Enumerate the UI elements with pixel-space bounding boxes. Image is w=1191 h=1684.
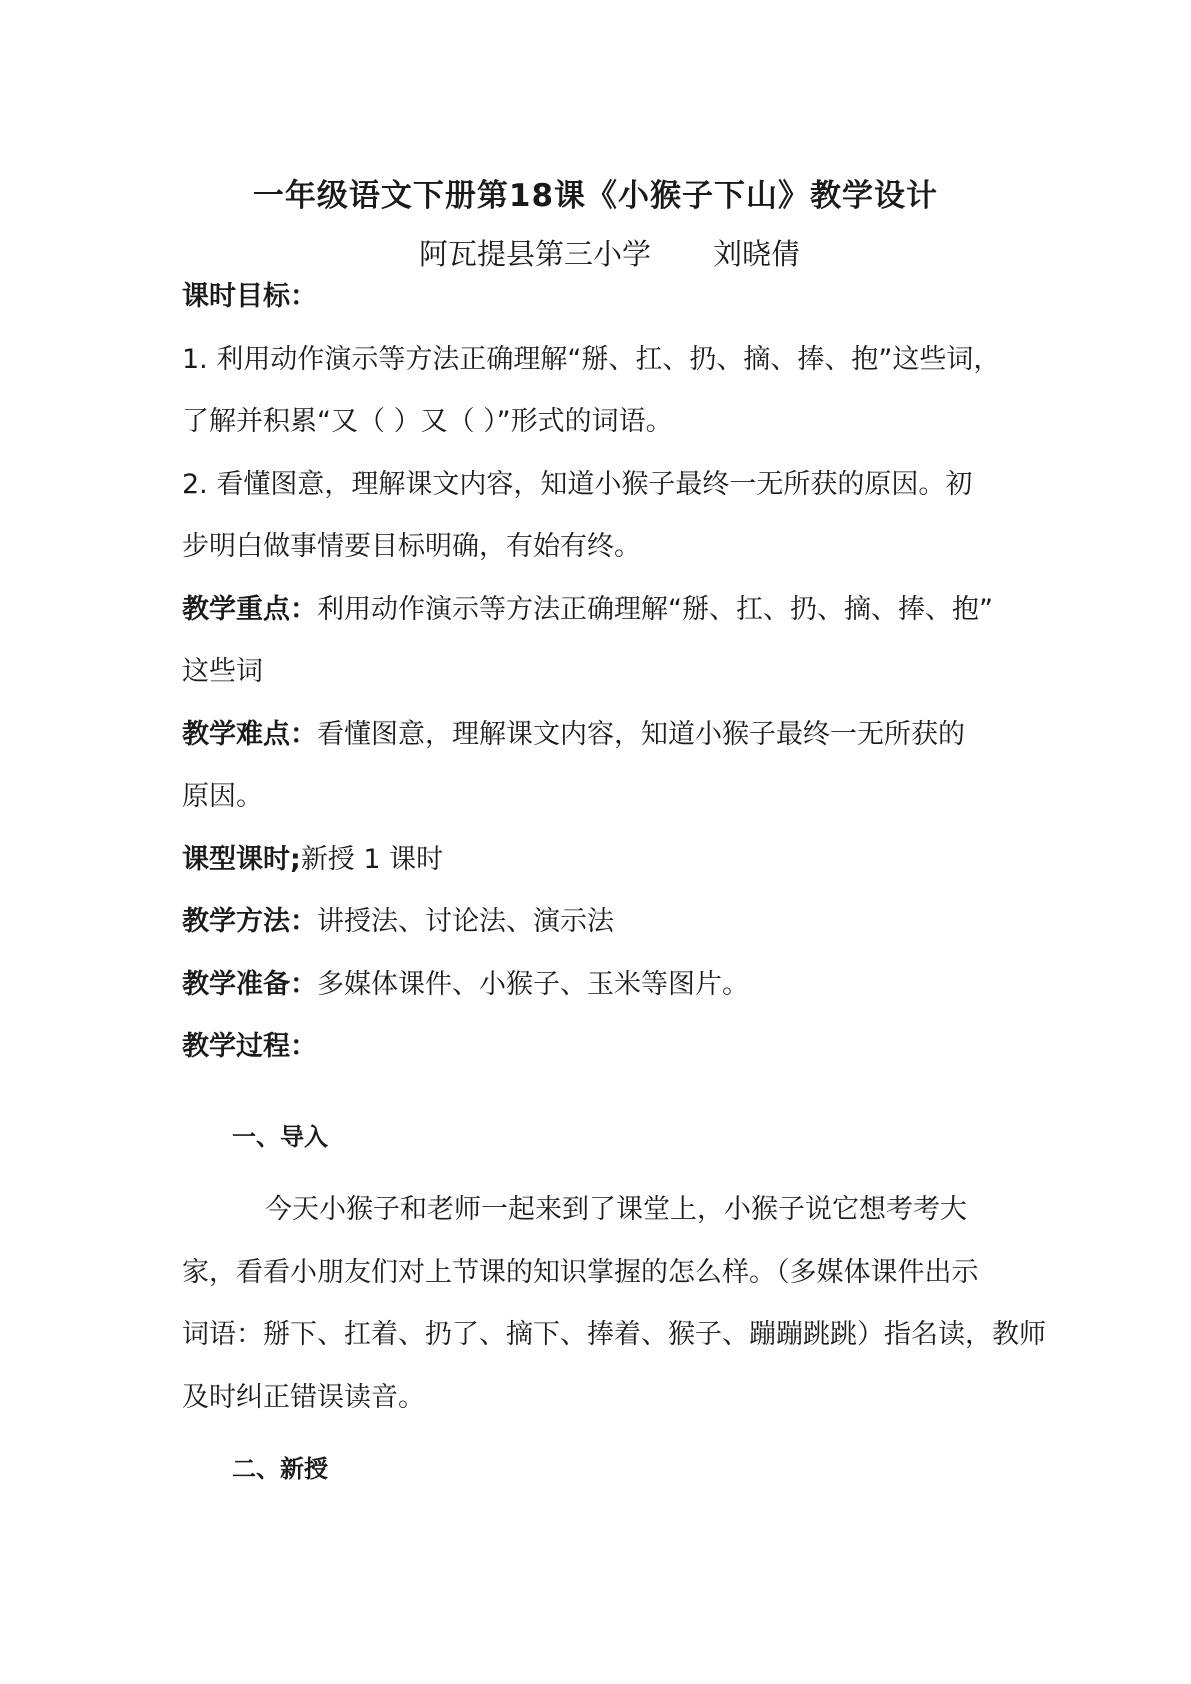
section-1-line-1: 今天小猴子和老师一起来到了课堂上，小猴子说它想考考大 (265, 1194, 967, 1225)
difficulties-line-2: 原因。 (182, 781, 263, 812)
section-1-paragraph (182, 1178, 1046, 1428)
section-2-heading: 二、新授 (232, 1455, 328, 1483)
section-1-line-4: 及时纠正错误读音。 (182, 1381, 425, 1413)
document-title: 一年级语文下册第18课《小猴子下山》教学设计 (252, 178, 939, 214)
lesson-overview (182, 266, 1022, 1079)
preparation-value: 多媒体课件、小猴子、玉米等图片。 (317, 968, 749, 1000)
key-points-text: 利用动作演示等方法正确理解“掰、扛、扔、摘、捧、抱” (317, 593, 993, 625)
preparation-label: 教学准备： (182, 968, 317, 1000)
lesson-type-value: 新授 1 课时 (300, 843, 444, 875)
methods-label: 教学方法： (182, 906, 317, 937)
objectives-heading: 课时目标： (182, 281, 317, 312)
school-name: 阿瓦提县第三小学 (418, 237, 651, 271)
difficulties-label: 教学难点： (182, 718, 317, 750)
author-name: 刘晓倩 (713, 237, 801, 271)
methods-value: 讲授法、讨论法、演示法 (317, 906, 614, 937)
objective-2-line-1: 2. 看懂图意，理解课文内容，知道小猴子最终一无所获的原因。初 (182, 468, 973, 500)
section-1-heading: 一、导入 (232, 1123, 328, 1151)
difficulties-text: 看懂图意，理解课文内容，知道小猴子最终一无所获的 (317, 718, 965, 750)
process-heading: 教学过程： (182, 1031, 317, 1062)
key-points-line-1 (182, 579, 1022, 642)
objective-1-line-1: 1. 利用动作演示等方法正确理解“掰、扛、扔、摘、捧、抱”这些词， (182, 343, 1001, 375)
key-points-line-2: 这些词 (182, 656, 263, 687)
methods-line (182, 891, 1022, 954)
section-1-line-2: 家，看看小朋友们对上节课的知识掌握的怎么样。（多媒体课件出示 (182, 1256, 979, 1288)
key-points-label: 教学重点： (182, 593, 317, 625)
lesson-type-line (182, 829, 1022, 892)
objective-1-line-2: 了解并积累“又（ ）又（ ）”形式的词语。 (182, 406, 673, 437)
section-1-line-3: 词语：掰下、扛着、扔了、摘下、捧着、猴子、蹦蹦跳跳）指名读，教师 (182, 1319, 1046, 1350)
objective-2-line-2: 步明白做事情要目标明确，有始有终。 (182, 531, 641, 562)
difficulties-line-1 (182, 704, 1022, 767)
preparation-line (182, 954, 1022, 1017)
lesson-type-label: 课型课时; (182, 843, 301, 875)
